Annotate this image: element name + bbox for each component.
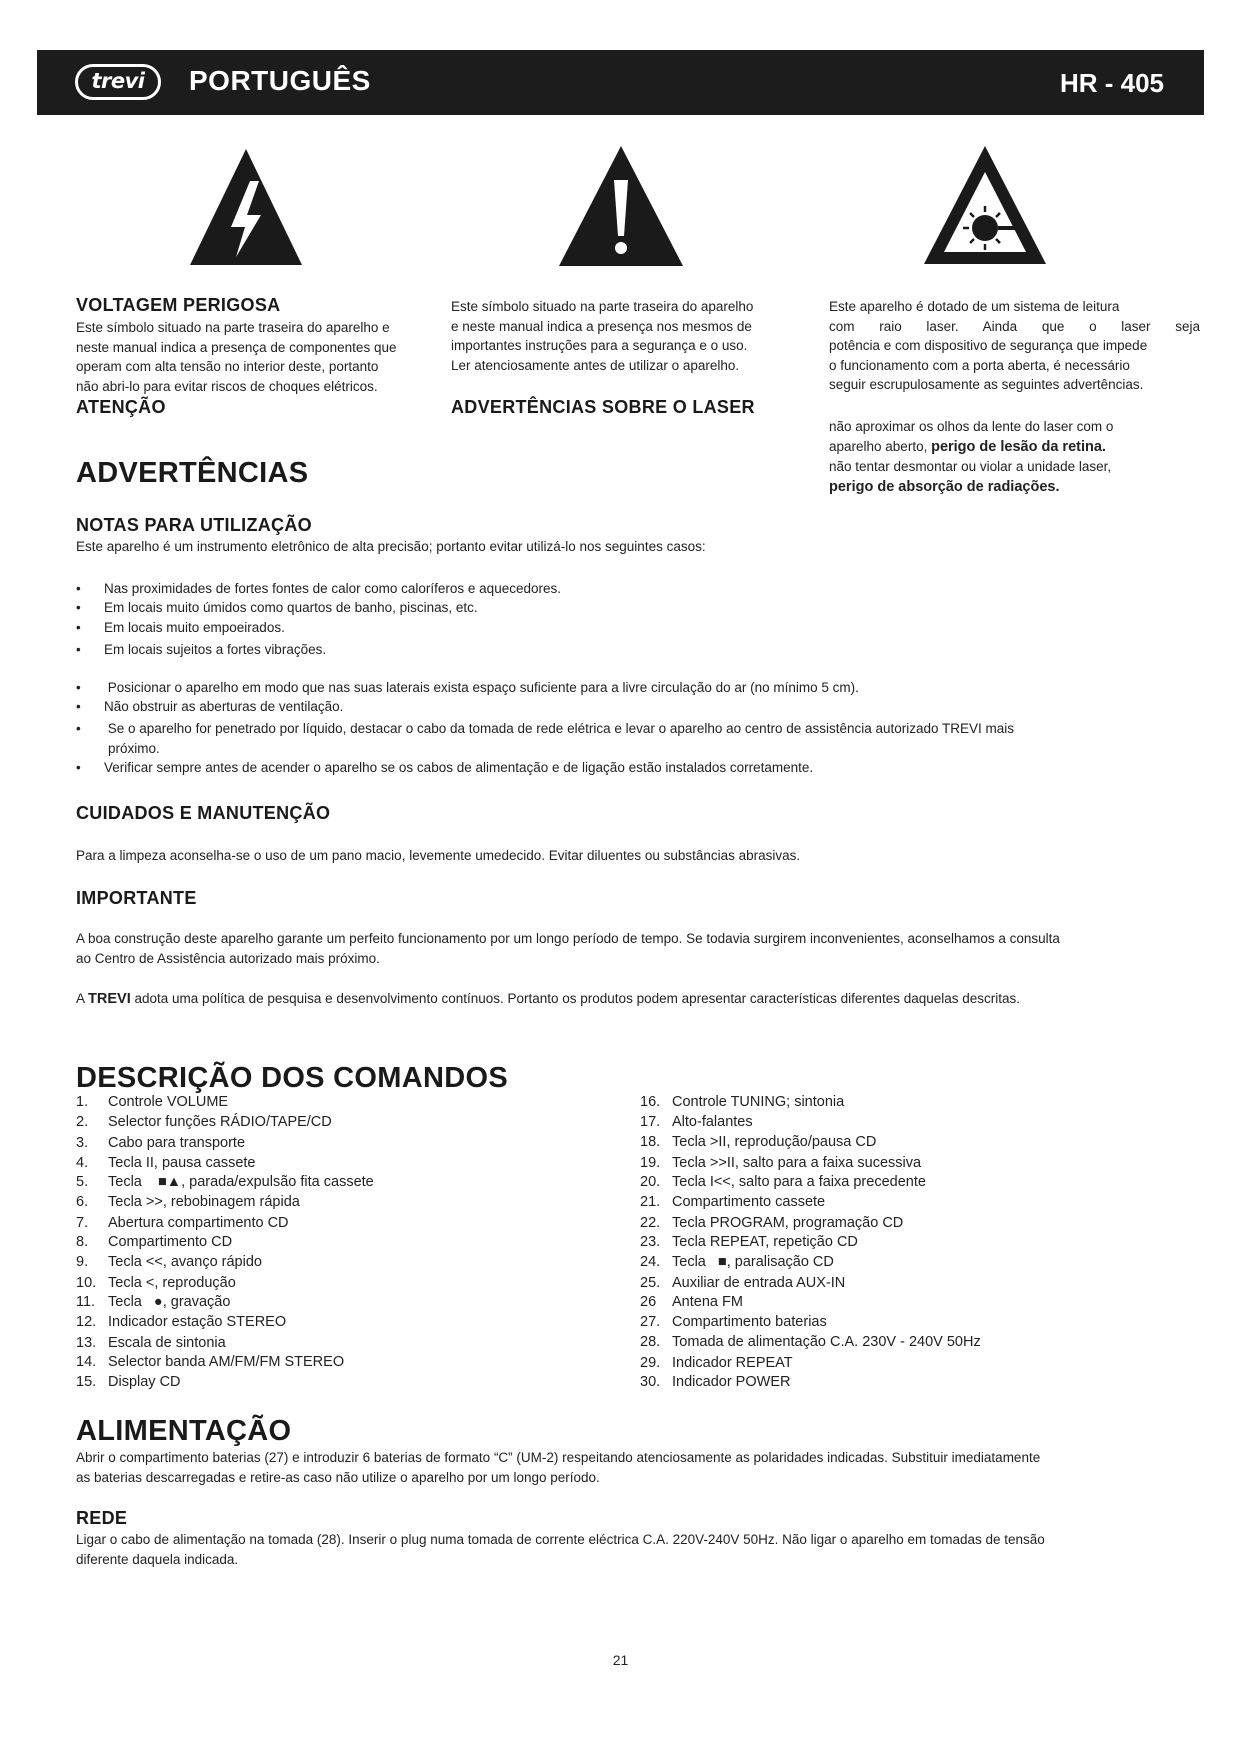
- list-item: [76, 758, 1196, 778]
- trevi-policy-text: [76, 989, 1020, 1010]
- control-description: Tecla ■, paralisação CD: [672, 1254, 834, 1270]
- list-item: [76, 697, 1196, 717]
- text-line: [829, 437, 1200, 458]
- control-number: 28.: [640, 1334, 661, 1350]
- control-number: 2.: [76, 1114, 89, 1130]
- control-number: 10.: [76, 1275, 97, 1291]
- bullet: •: [76, 642, 81, 657]
- control-number: 20.: [640, 1174, 661, 1190]
- control-number: 3.: [76, 1135, 89, 1151]
- retina-danger-text: perigo de lesão da retina.: [931, 438, 1106, 455]
- list-item: [76, 640, 1196, 660]
- list-item-text: Não obstruir as aberturas de ventilação.: [104, 699, 344, 714]
- care-maintenance-text: Para a limpeza aconselha-se o uso de um pano macio, levemente umedecido. Evitar diluentes ou substâncias abrasivas.: [76, 848, 801, 863]
- control-number: 1.: [76, 1094, 89, 1110]
- control-number: 8.: [76, 1234, 89, 1250]
- attention-heading: ATENÇÃO: [76, 397, 166, 417]
- text-line: potência e com dispositivo de segurança que impede: [829, 338, 1148, 353]
- model-number: HR - 405: [1059, 68, 1164, 98]
- control-number: 7.: [76, 1215, 89, 1231]
- control-number: 17.: [640, 1114, 661, 1130]
- list-item: [76, 618, 1196, 638]
- control-number: 13.: [76, 1335, 97, 1351]
- control-number: 29.: [640, 1355, 661, 1371]
- page-number: 21: [612, 1652, 629, 1668]
- laser-warning-icon: [922, 142, 1048, 266]
- control-number: 26: [640, 1294, 657, 1310]
- page-header: [37, 50, 1204, 115]
- text-line: Abrir o compartimento baterias (27) e introduzir 6 baterias de formato “C” (UM-2) respeitando atenciosamente as polaridades indicadas. Substituir imediatamente: [76, 1450, 1041, 1465]
- control-number: 19.: [640, 1155, 661, 1171]
- control-description: Tomada de alimentação C.A. 230V - 240V 50Hz: [672, 1334, 981, 1350]
- control-description: Controle VOLUME: [108, 1094, 229, 1110]
- control-description: Tecla >>II, salto para a faixa sucessiva: [672, 1155, 922, 1171]
- dangerous-voltage-heading: VOLTAGEM PERIGOSA: [76, 295, 281, 315]
- bullet: •: [76, 620, 81, 635]
- list-item-text: Em locais muito empoeirados.: [104, 620, 285, 635]
- brand-name: TREVI: [88, 991, 131, 1007]
- control-number: 25.: [640, 1275, 661, 1291]
- control-description: Compartimento CD: [108, 1234, 233, 1250]
- controls-description-title: DESCRIÇÃO DOS COMANDOS: [76, 1062, 508, 1094]
- text-line: A boa construção deste aparelho garante um perfeito funcionamento por um longo período de tempo. Se todavia surgirem inconvenientes, aconselhamos a consulta: [76, 931, 1060, 946]
- text-line: Ligar o cabo de alimentação na tomada (28). Inserir o plug numa tomada de corrente eléctrica C.A. 220V-240V 50Hz. Não ligar o aparelho em tomadas de tensão: [76, 1532, 1045, 1547]
- control-number: 15.: [76, 1374, 97, 1390]
- list-item: [76, 678, 1196, 698]
- text-line: Este símbolo situado na parte traseira do aparelho: [451, 299, 754, 314]
- text-line: as baterias descarregadas e retire-as caso não utilize o aparelho por um longo período.: [76, 1469, 600, 1485]
- dangerous-voltage-text: [76, 318, 426, 396]
- list-item: [76, 719, 1196, 759]
- list-item-text: Posicionar o aparelho em modo que nas suas laterais exista espaço suficiente para a livre circulação do ar (no mínimo 5 cm).: [104, 680, 859, 695]
- radiation-danger-text: perigo de absorção de radiações.: [829, 478, 1060, 495]
- text-line: Este símbolo situado na parte traseira do aparelho e: [76, 320, 390, 335]
- usage-notes-intro: Este aparelho é um instrumento eletrônico de alta precisão; portanto evitar utilizá-lo nos seguintes casos:: [76, 539, 706, 554]
- usage-notes-heading: NOTAS PARA UTILIZAÇÃO: [76, 515, 312, 535]
- control-description: Antena FM: [672, 1294, 743, 1310]
- page-language-title: PORTUGUÊS: [189, 65, 371, 96]
- control-number: 9.: [76, 1254, 89, 1270]
- important-text: [76, 929, 1060, 968]
- list-item: [76, 579, 1196, 599]
- control-number: 16.: [640, 1094, 661, 1110]
- control-number: 11.: [76, 1294, 96, 1310]
- caution-symbol-text: [451, 297, 801, 375]
- control-number: 30.: [640, 1374, 661, 1390]
- text-line: com raio laser. Ainda que o laser seja: [829, 318, 1200, 334]
- laser-system-text: [829, 297, 1200, 395]
- control-description: Indicador estação STEREO: [108, 1314, 287, 1330]
- control-number: 23.: [640, 1234, 661, 1250]
- control-description: Indicador POWER: [672, 1374, 791, 1390]
- control-description: Compartimento cassete: [672, 1194, 826, 1210]
- control-number: 4.: [76, 1155, 89, 1171]
- control-description: Selector banda AM/FM/FM STEREO: [108, 1354, 345, 1370]
- text-line: Ler atenciosamente antes de utilizar o aparelho.: [451, 357, 740, 373]
- control-description: Tecla >>, rebobinagem rápida: [108, 1194, 300, 1210]
- list-item-text: Em locais sujeitos a fortes vibrações.: [104, 642, 327, 657]
- text-line: ao Centro de Assistência autorizado mais próximo.: [76, 950, 380, 966]
- text-line: não aproximar os olhos da lente do laser com o: [829, 419, 1114, 434]
- bullet: •: [76, 721, 81, 736]
- control-description: Compartimento baterias: [672, 1314, 827, 1330]
- care-maintenance-heading: CUIDADOS E MANUTENÇÃO: [76, 803, 331, 823]
- brand-logo: trevi: [75, 64, 161, 100]
- list-item-text: Se o aparelho for penetrado por líquido, destacar o cabo da tomada de rede elétrica e levar o aparelho ao centro de assistência autorizado TREVI mais: [104, 721, 1015, 736]
- control-description: Tecla <<, avanço rápido: [108, 1254, 262, 1270]
- controls-list-right: [640, 1093, 1200, 1403]
- control-description: Escala de sintonia: [108, 1335, 226, 1351]
- text-fragment: adota uma política de pesquisa e desenvolvimento contínuos. Portanto os produtos podem apresentar características diferentes daquelas descritas.: [134, 991, 1021, 1006]
- power-supply-title: ALIMENTAÇÃO: [76, 1415, 292, 1447]
- mains-text: [76, 1530, 1045, 1569]
- list-item-text: Verificar sempre antes de acender o aparelho se os cabos de alimentação e de ligação estão instalados corretamente.: [104, 760, 814, 775]
- text-line: Este aparelho é dotado de um sistema de leitura: [829, 299, 1120, 314]
- control-description: Controle TUNING; sintonia: [672, 1094, 845, 1110]
- text-line: e neste manual indica a presença nos mesmos de: [451, 318, 752, 334]
- control-description: Indicador REPEAT: [672, 1355, 793, 1371]
- mains-heading: REDE: [76, 1508, 128, 1528]
- control-description: Display CD: [108, 1374, 181, 1390]
- control-number: 12.: [76, 1314, 97, 1330]
- warnings-title: ADVERTÊNCIAS: [76, 457, 309, 489]
- control-description: Tecla >II, reprodução/pausa CD: [672, 1134, 877, 1150]
- text-fragment: A: [76, 991, 85, 1006]
- control-number: 6.: [76, 1194, 89, 1210]
- text-line: não abri-lo para evitar riscos de choques elétricos.: [76, 378, 378, 394]
- laser-notes: [829, 417, 1200, 497]
- control-number: 18.: [640, 1134, 661, 1150]
- controls-list-left: [76, 1093, 636, 1403]
- control-description: Alto-falantes: [672, 1114, 753, 1130]
- bullet: •: [76, 680, 81, 695]
- control-description: Abertura compartimento CD: [108, 1215, 289, 1231]
- control-description: Tecla <, reprodução: [108, 1275, 236, 1291]
- list-item-continuation: próximo.: [108, 741, 160, 756]
- lightning-warning-icon: [187, 145, 305, 267]
- control-number: 24.: [640, 1254, 661, 1270]
- bullet: •: [76, 760, 81, 775]
- text-line: operam com alta tensão no interior deste, portanto: [76, 359, 379, 374]
- text-line: seguir escrupulosamente as seguintes advertências.: [829, 377, 1144, 392]
- bullet: •: [76, 581, 81, 596]
- text-fragment: aparelho aberto,: [829, 438, 928, 454]
- control-description: Tecla II, pausa cassete: [108, 1155, 256, 1171]
- exclamation-warning-icon: [556, 142, 686, 268]
- text-line: o funcionamento com a porta aberta, é necessário: [829, 357, 1130, 373]
- control-description: Tecla ●, gravação: [108, 1294, 231, 1310]
- control-description: Selector funções RÁDIO/TAPE/CD: [108, 1114, 332, 1130]
- list-item: [76, 598, 1196, 618]
- control-description: Cabo para transporte: [108, 1135, 246, 1151]
- control-description: Auxiliar de entrada AUX-IN: [672, 1275, 846, 1291]
- important-heading: IMPORTANTE: [76, 888, 197, 908]
- bullet: •: [76, 600, 81, 615]
- control-number: 5.: [76, 1174, 89, 1190]
- text-line: neste manual indica a presença de componentes que: [76, 339, 397, 355]
- control-number: 21.: [640, 1194, 661, 1210]
- control-description: Tecla REPEAT, repetição CD: [672, 1234, 858, 1250]
- control-description: Tecla PROGRAM, programação CD: [672, 1215, 904, 1231]
- control-description: Tecla ■▲, parada/expulsão fita cassete: [108, 1174, 374, 1190]
- control-number: 22.: [640, 1215, 661, 1231]
- power-supply-text: [76, 1448, 1040, 1487]
- control-description: Tecla I<<, salto para a faixa precedente: [672, 1174, 926, 1190]
- bullet: •: [76, 699, 81, 714]
- text-line: importantes instruções para a segurança e o uso.: [451, 338, 748, 353]
- control-number: 27.: [640, 1314, 661, 1330]
- list-item-text: Em locais muito úmidos como quartos de banho, piscinas, etc.: [104, 600, 478, 615]
- control-number: 14.: [76, 1354, 97, 1370]
- laser-warnings-heading: ADVERTÊNCIAS SOBRE O LASER: [451, 397, 755, 417]
- list-item-text: Nas proximidades de fortes fontes de calor como caloríferos e aquecedores.: [104, 581, 561, 596]
- text-line: diferente daquela indicada.: [76, 1551, 239, 1567]
- text-line: não tentar desmontar ou violar a unidade laser,: [829, 459, 1112, 474]
